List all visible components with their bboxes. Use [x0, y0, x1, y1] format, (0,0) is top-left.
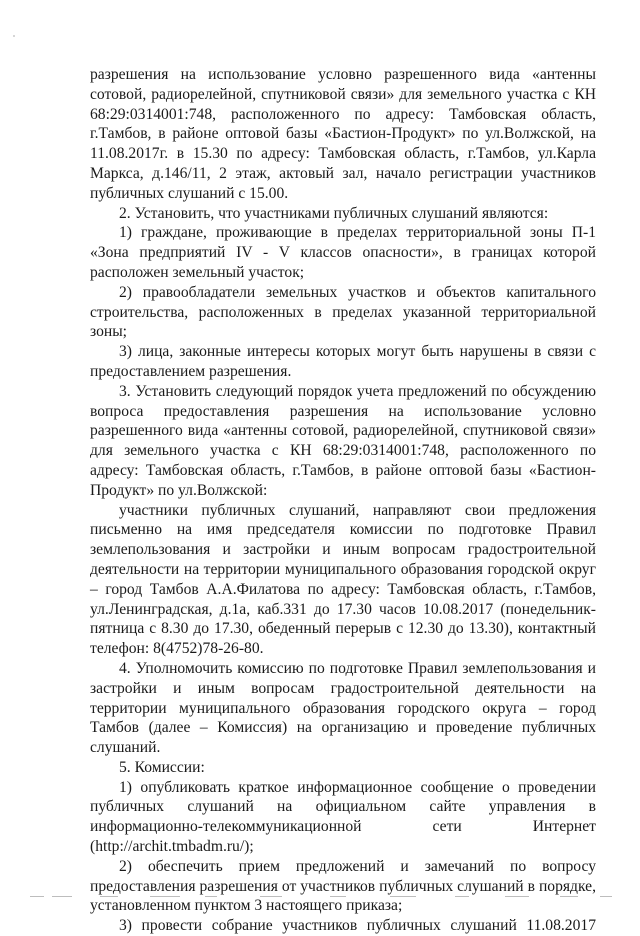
scan-edge-line: [205, 896, 217, 897]
scan-edge-line: [455, 896, 469, 897]
paragraph-item-3-procedure: участники публичных слушаний, направляют свои предложения письменно на имя председателя комиссии по подготовке Правил землепользования и застройки и иным вопросам градостроительной деятельности на территории муниципального образования городской округ – город Тамбов А.А.Филатова по адресу: Тамбовская область, г.Тамбов, ул.Ленинградская, д.1а, каб.331 до 17.30 часов 10.08.2017 (понедельник-пятница с 8.30 до 17.30, обеденный перерыв с 12.30 до 13.30), контактный телефон: 8(4752)78-26-80.: [90, 501, 596, 658]
scan-edge-line: [260, 896, 282, 897]
paragraph-item-5-1: 1) опубликовать краткое информационное сообщение о проведении публичных слушаний на официальном сайте управления в информационно-телекоммуникационной сети Интернет (http://archit.tmbadm.ru/);: [90, 778, 596, 856]
scan-edge-line: [30, 896, 44, 897]
paragraph-item-2-3: 3) лица, законные интересы которых могут быть нарушены в связи с предоставлением разрешения.: [90, 343, 596, 380]
scan-speck: [13, 35, 15, 37]
scan-edge-line: [330, 896, 346, 897]
paragraph-item-2-2: 2) правообладатели земельных участков и объектов капитального строительства, расположенных в пределах указанной территориальной зоны;: [90, 283, 596, 341]
scan-edge-line: [560, 896, 578, 897]
scan-edge-line: [52, 896, 72, 897]
paragraph-item-2-1: 1) граждане, проживающие в пределах территориальной зоны П-1 «Зона предприятий IV - V классов опасности», в границах которой расположен земельный участок;: [90, 224, 596, 281]
scan-edge-line: [390, 896, 416, 897]
paragraph-item-5-2: 2) обеспечить прием предложений и замечаний по вопросу предоставления разрешения от участников публичных слушаний в порядке, установленном пунктом 3 настоящего приказа;: [90, 857, 596, 915]
scan-edge-line: [150, 896, 180, 897]
paragraph-item-4: 4. Уполномочить комиссию по подготовке Правил землепользования и застройки и иным вопросам градостроительной деятельности на территории муниципального образования городского округа – город Тамбов (далее – Комиссия) на организацию и проведение публичных слушаний.: [90, 659, 596, 757]
paragraph-item-5-3: 3) провести собрание участников публичных слушаний 11.08.2017: [119, 917, 596, 935]
paragraph-continuation: разрешения на использование условно разрешенного вида «антенны сотовой, радиорелейной, спутниковой связи» для земельного участка с КН 68:29:0314001:748, расположенного по адресу: Тамбовская область, г.Тамбов, в районе оптовой базы «Бастион-Продукт» по ул.Волжской, на 11.08.2017г. в 15.30 по адресу: Тамбовская область, г.Тамбов, ул.Карла Маркса, д.146/11, 2 этаж, актовый зал, начало регистрации участников публичных слушаний с 15.00.: [90, 66, 596, 202]
document-body: [90, 65, 596, 936]
paragraph-item-3: 3. Установить следующий порядок учета предложений по обсуждению вопроса предоставления разрешения на использование условно разрешенного вида «антенны сотовой, радиорелейной, спутниковой связи» для земельного участка с КН 68:29:0314001:748, расположенного по адресу: Тамбовская область, г.Тамбов, в районе оптовой базы «Бастион-Продукт» по ул.Волжской:: [90, 382, 596, 499]
paragraph-item-5: 5. Комиссии:: [119, 758, 205, 776]
scan-edge-line: [505, 896, 529, 897]
scan-edge-line: [100, 896, 118, 897]
paragraph-item-2: 2. Установить, что участниками публичных слушаний являются:: [119, 204, 549, 222]
scan-edge-line: [600, 896, 612, 897]
